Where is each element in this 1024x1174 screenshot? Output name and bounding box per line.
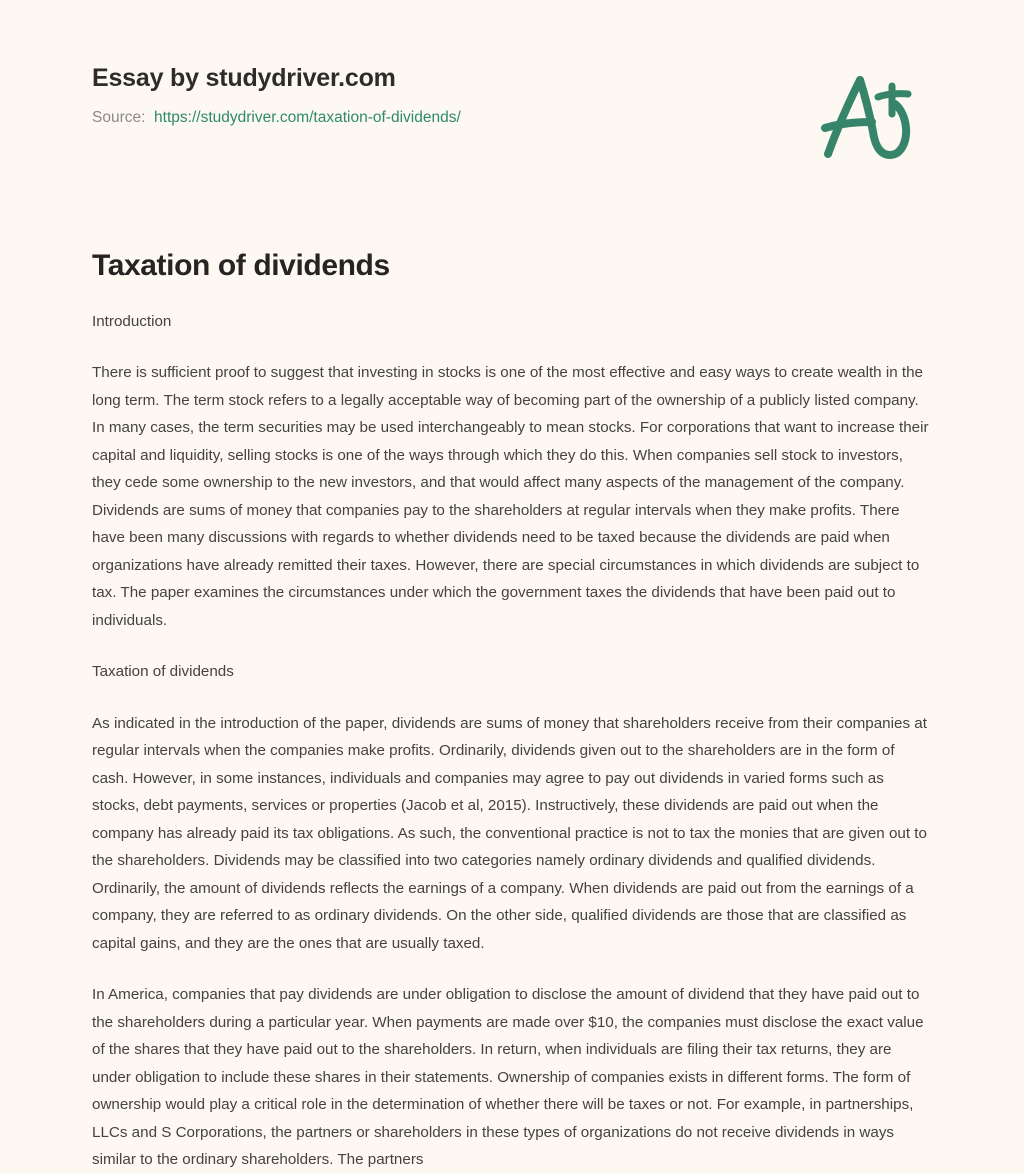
paragraph-taxation-of-dividends: As indicated in the introduction of the paper, dividends are sums of money that shareholders receive from their companies at regular intervals when the companies make profits. Ordinarily, dividends given out to the shareholders are in the form of cash. However, in some instances, individuals and companies may agree to pay out dividends in varied forms such as stocks, debt payments, services or properties (Jacob et al, 2015). Instructively, these dividends are paid out when the company has already paid its tax obligations. As such, the conventional practice is not to tax the monies that are given out to the shareholders. Dividends may be classified into two categories namely ordinary dividends and qualified dividends. Ordinarily, the amount of dividends reflects the earnings of a company. When dividends are paid out from the earnings of a company, they are referred to as ordinary dividends. On the other side, qualified dividends are those that are classified as capital gains, and they are the ones that are usually taxed. [92,714,927,952]
article [92,247,933,1174]
article-body [92,308,933,1174]
source-label: Source: [92,109,146,126]
studydriver-logo[interactable] [812,66,916,162]
section-label-introduction: Introduction [92,312,172,330]
paragraph-america-disclosure: In America, companies that pay dividends are under obligation to disclose the amount of dividend that they have paid out to the shareholders during a particular year. When payments are made over $10, the companies must disclose the exact value of the shares that they have paid out to the shareholders. In return, when individuals are filing their tax returns, they are under obligation to include these shares in their statements. Ownership of companies exists in different forms. The form of ownership would play a critical role in the determination of whether there will be taxes or not. For example, in partnerships, LLCs and S Corporations, the partners or shareholders in these types of organizations do not receive dividends in ways similar to the ordinary shareholders. The partners [92,986,924,1168]
brand-title: Essay by studydriver.com [92,64,396,92]
section-label-taxation-of-dividends: Taxation of dividends [92,663,234,680]
paragraph-introduction: There is sufficient proof to suggest that investing in stocks is one of the most effective and easy ways to create wealth in the long term. The term stock refers to a legally acceptable way of becoming part of the ownership of a publicly listed company. In many cases, the term securities may be used interchangeably to mean stocks. For corporations that want to increase their capital and liquidity, selling stocks is one of the ways through which they do this. When companies sell stock to investors, they cede some ownership to the new investors, and that would affect many aspects of the management of the company. Dividends are sums of money that companies pay to the shareholders at regular intervals when they make profits. There have been many discussions with regards to whether dividends need to be taxed because the dividends are paid when organizations have already remitted their taxes. However, there are special circumstances in which dividends are subject to tax. The paper examines the circumstances under which the government taxes the dividends that have been paid out to individuals. [92,364,929,629]
page-header [0,0,1024,200]
page-title: Taxation of dividends [92,249,390,282]
brand-block [92,63,712,128]
source-url-link[interactable]: https://studydriver.com/taxation-of-dividends/ [154,109,461,126]
source-line [92,108,712,128]
a-plus-logo-icon [812,66,916,162]
